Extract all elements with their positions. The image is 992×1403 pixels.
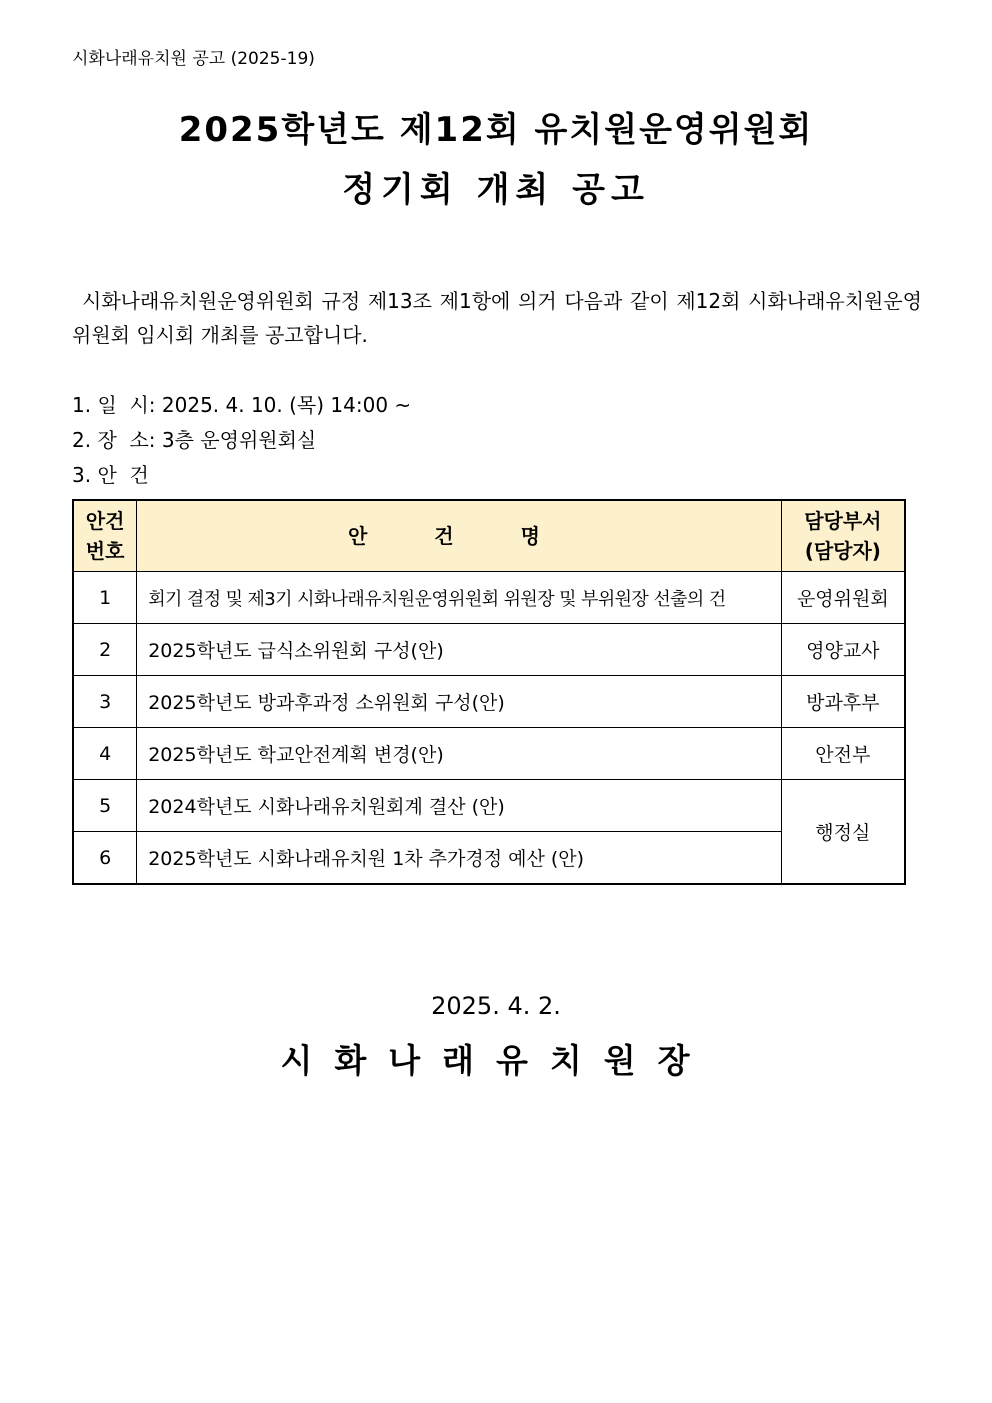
- table-header-row: [73, 500, 905, 572]
- title-line-2: 정기회 개최 공고: [342, 170, 650, 210]
- item-label: 1. 일 시:: [72, 393, 156, 417]
- notice-date: 2025. 4. 2.: [431, 992, 561, 1020]
- row-no: 4: [73, 728, 137, 780]
- title-block: [0, 100, 992, 220]
- agenda-table: [72, 499, 906, 885]
- row-dept-merged: 행정실: [781, 780, 905, 885]
- row-no: 6: [73, 832, 137, 885]
- row-title: 2025학년도 시화나래유치원 1차 추가경정 예산 (안): [137, 832, 781, 885]
- title-line-1: 2025학년도 제12회 유치원운영위원회: [178, 110, 814, 150]
- notice-code: 시화나래유치원 공고 (2025-19): [72, 49, 315, 69]
- item-place: [72, 423, 411, 458]
- table-row: [73, 572, 905, 624]
- item-datetime: [72, 388, 411, 423]
- table-row: [73, 728, 905, 780]
- row-title: 회기 결정 및 제3기 시화나래유치원운영위원회 위원장 및 부위원장 선출의 건: [137, 572, 781, 624]
- row-no: 5: [73, 780, 137, 832]
- table-row: [73, 780, 905, 832]
- row-dept: 운영위원회: [781, 572, 905, 624]
- header-title: 안 건 명: [137, 500, 781, 572]
- row-title: 2025학년도 방과후과정 소위원회 구성(안): [137, 676, 781, 728]
- row-dept: 방과후부: [781, 676, 905, 728]
- row-dept: 안전부: [781, 728, 905, 780]
- row-no: 1: [73, 572, 137, 624]
- intro-paragraph: 시화나래유치원운영위원회 규정 제13조 제1항에 의거 다음과 같이 제12회 시화나래유치원운영위원회 임시회 개최를 공고합니다.: [72, 289, 922, 347]
- row-dept: 영양교사: [781, 624, 905, 676]
- header-no: 안건 번호: [73, 500, 137, 572]
- item-agenda: [72, 458, 411, 493]
- item-label: 2. 장 소:: [72, 428, 156, 452]
- table-row: [73, 832, 905, 885]
- table-row: [73, 676, 905, 728]
- signer: 시화나래유치원장: [280, 1041, 712, 1080]
- row-title: 2025학년도 학교안전계획 변경(안): [137, 728, 781, 780]
- item-value: 2025. 4. 10. (목) 14:00 ~: [161, 393, 412, 417]
- row-title: 2025학년도 급식소위원회 구성(안): [137, 624, 781, 676]
- item-label: 3. 안 건: [72, 463, 149, 487]
- notice-items: [72, 388, 411, 493]
- item-value: 3층 운영위원회실: [161, 428, 317, 452]
- table-row: [73, 624, 905, 676]
- row-title: 2024학년도 시화나래유치원회계 결산 (안): [137, 780, 781, 832]
- row-no: 2: [73, 624, 137, 676]
- row-no: 3: [73, 676, 137, 728]
- header-dept: 담당부서 (담당자): [781, 500, 905, 572]
